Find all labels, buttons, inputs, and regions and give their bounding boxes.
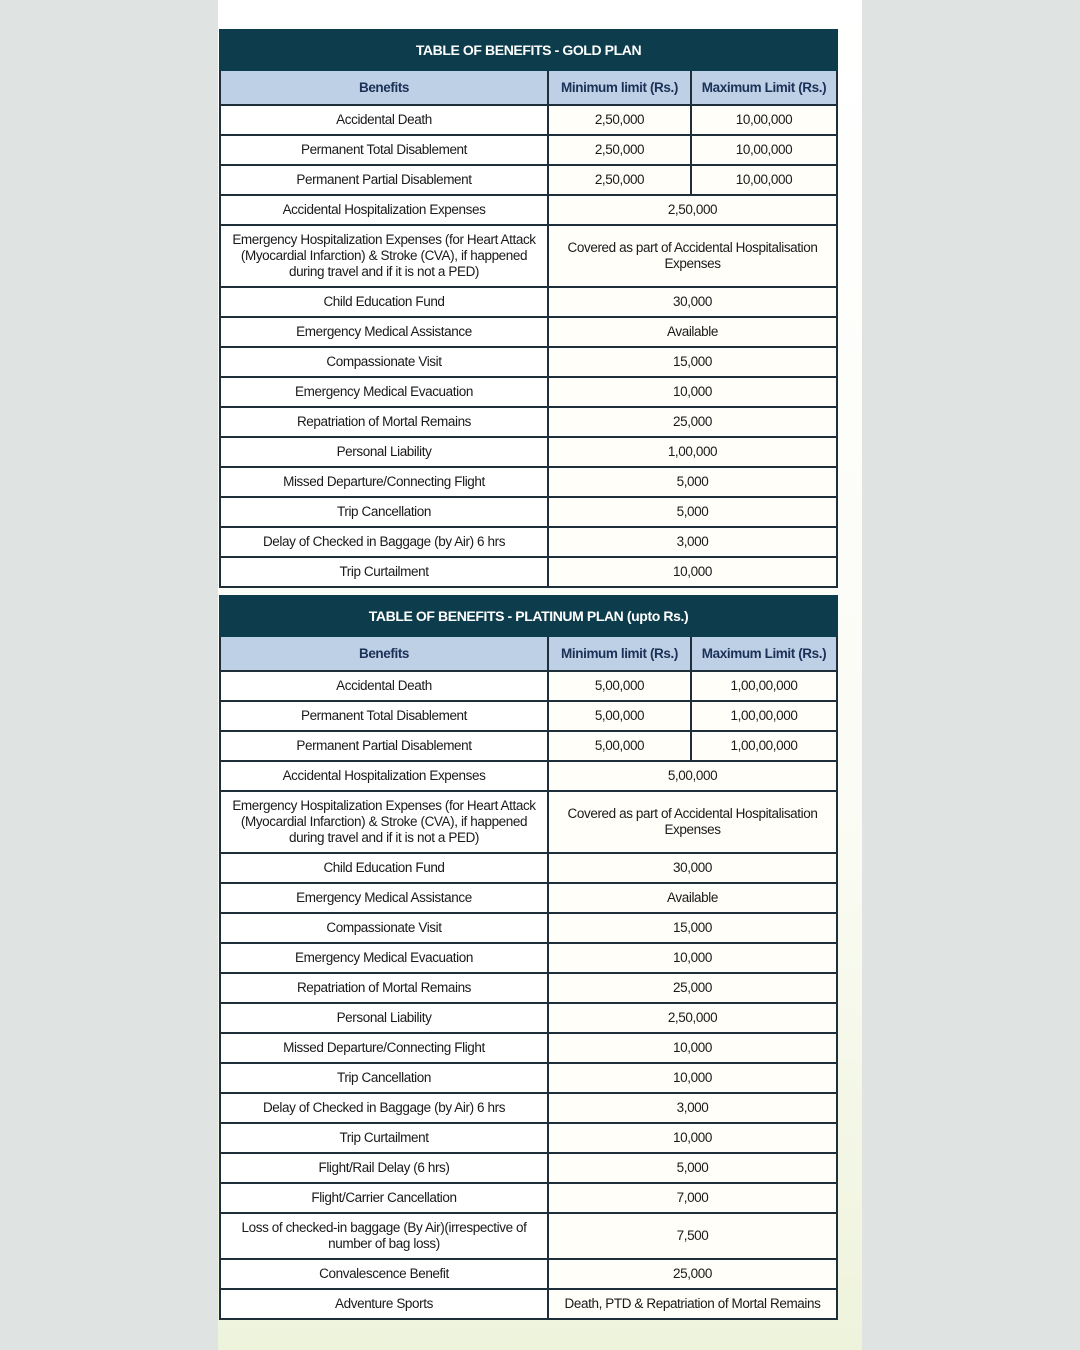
table-row: [220, 165, 837, 195]
benefit-limit-value: Covered as part of Accidental Hospitalisation Expenses: [548, 225, 837, 287]
gold-plan-rows: [220, 105, 837, 587]
benefit-limit-value: 25,000: [548, 407, 837, 437]
benefit-name: Convalescence Benefit: [220, 1259, 548, 1289]
benefit-name: Permanent Total Disablement: [220, 135, 548, 165]
table-row: [220, 437, 837, 467]
benefit-limit-value: 10,000: [548, 1033, 837, 1063]
table-row: [220, 317, 837, 347]
benefit-name: Personal Liability: [220, 1003, 548, 1033]
table-row: [220, 1033, 837, 1063]
table-row: [220, 527, 837, 557]
benefit-name: Repatriation of Mortal Remains: [220, 973, 548, 1003]
benefit-name: Emergency Medical Evacuation: [220, 377, 548, 407]
table-row: [220, 913, 837, 943]
benefit-name: Flight/Carrier Cancellation: [220, 1183, 548, 1213]
platinum-plan-rows: [220, 671, 837, 1319]
benefit-name: Delay of Checked in Baggage (by Air) 6 hrs: [220, 527, 548, 557]
benefit-limit-value: Available: [548, 317, 837, 347]
benefit-name: Delay of Checked in Baggage (by Air) 6 hrs: [220, 1093, 548, 1123]
table-row: [220, 467, 837, 497]
benefit-name: Accidental Death: [220, 105, 548, 135]
benefit-name: Loss of checked-in baggage (By Air)(irrespective of number of bag loss): [220, 1213, 548, 1259]
benefit-limit-value: 5,000: [548, 467, 837, 497]
table-row: [220, 853, 837, 883]
table-row: [220, 701, 837, 731]
benefit-name: Accidental Hospitalization Expenses: [220, 195, 548, 225]
benefit-limit-value: 7,500: [548, 1213, 837, 1259]
benefit-limit-value: 2,50,000: [548, 1003, 837, 1033]
minimum-limit-value: 5,00,000: [548, 671, 691, 701]
minimum-limit-value: 2,50,000: [548, 165, 691, 195]
benefit-limit-value: 25,000: [548, 1259, 837, 1289]
benefit-limit-value: 15,000: [548, 347, 837, 377]
table-row: [220, 135, 837, 165]
benefit-limit-value: 25,000: [548, 973, 837, 1003]
benefit-name: Accidental Death: [220, 671, 548, 701]
benefit-limit-value: 10,000: [548, 557, 837, 587]
header-benefits: Benefits: [220, 636, 548, 671]
table-row: [220, 225, 837, 287]
benefit-limit-value: 15,000: [548, 913, 837, 943]
header-maximum-limit: Maximum Limit (Rs.): [691, 636, 837, 671]
benefit-limit-value: 10,000: [548, 377, 837, 407]
benefit-name: Compassionate Visit: [220, 347, 548, 377]
gold-plan-title: TABLE OF BENEFITS - GOLD PLAN: [220, 30, 837, 70]
benefit-name: Emergency Hospitalization Expenses (for Heart Attack (Myocardial Infarction) & Stroke (CVA), if happened during travel and if it is not a PED): [220, 225, 548, 287]
header-maximum-limit: Maximum Limit (Rs.): [691, 70, 837, 105]
table-row: [220, 1093, 837, 1123]
benefit-limit-value: 1,00,000: [548, 437, 837, 467]
maximum-limit-value: 1,00,00,000: [691, 731, 837, 761]
maximum-limit-value: 10,00,000: [691, 165, 837, 195]
benefit-name: Permanent Total Disablement: [220, 701, 548, 731]
benefit-limit-value: 3,000: [548, 527, 837, 557]
benefit-name: Personal Liability: [220, 437, 548, 467]
benefit-limit-value: 10,000: [548, 1063, 837, 1093]
benefit-name: Trip Curtailment: [220, 557, 548, 587]
table-row: [220, 883, 837, 913]
benefit-limit-value: 7,000: [548, 1183, 837, 1213]
maximum-limit-value: 1,00,00,000: [691, 671, 837, 701]
benefit-name: Compassionate Visit: [220, 913, 548, 943]
table-row: [220, 1259, 837, 1289]
benefit-name: Child Education Fund: [220, 287, 548, 317]
benefit-limit-value: 10,000: [548, 1123, 837, 1153]
maximum-limit-value: 1,00,00,000: [691, 701, 837, 731]
table-row: [220, 973, 837, 1003]
table-row: [220, 287, 837, 317]
table-row: [220, 347, 837, 377]
table-row: [220, 195, 837, 225]
minimum-limit-value: 5,00,000: [548, 701, 691, 731]
table-row: [220, 1153, 837, 1183]
table-row: [220, 1123, 837, 1153]
benefit-name: Adventure Sports: [220, 1289, 548, 1319]
table-row: [220, 1183, 837, 1213]
table-row: [220, 1003, 837, 1033]
benefit-limit-value: 3,000: [548, 1093, 837, 1123]
table-row: [220, 943, 837, 973]
maximum-limit-value: 10,00,000: [691, 105, 837, 135]
benefit-name: Flight/Rail Delay (6 hrs): [220, 1153, 548, 1183]
benefit-name: Permanent Partial Disablement: [220, 731, 548, 761]
header-minimum-limit: Minimum limit (Rs.): [548, 636, 691, 671]
benefit-name: Emergency Hospitalization Expenses (for Heart Attack (Myocardial Infarction) & Stroke (CVA), if happened during travel and if it is not a PED): [220, 791, 548, 853]
header-benefits: Benefits: [220, 70, 548, 105]
benefit-name: Emergency Medical Evacuation: [220, 943, 548, 973]
benefit-name: Emergency Medical Assistance: [220, 883, 548, 913]
platinum-plan-title: TABLE OF BENEFITS - PLATINUM PLAN (upto Rs.): [220, 596, 837, 636]
table-row: [220, 497, 837, 527]
benefit-limit-value: 5,000: [548, 497, 837, 527]
platinum-plan-table: [219, 595, 838, 1320]
benefit-name: Repatriation of Mortal Remains: [220, 407, 548, 437]
benefit-limit-value: 30,000: [548, 287, 837, 317]
benefit-name: Emergency Medical Assistance: [220, 317, 548, 347]
header-minimum-limit: Minimum limit (Rs.): [548, 70, 691, 105]
table-row: [220, 731, 837, 761]
gold-plan-table: [219, 29, 838, 588]
benefit-limit-value: 5,00,000: [548, 761, 837, 791]
benefit-name: Permanent Partial Disablement: [220, 165, 548, 195]
benefit-limit-value: Death, PTD & Repatriation of Mortal Remains: [548, 1289, 837, 1319]
benefit-name: Trip Cancellation: [220, 497, 548, 527]
benefit-name: Trip Curtailment: [220, 1123, 548, 1153]
table-row: [220, 1289, 837, 1319]
table-row: [220, 377, 837, 407]
table-row: [220, 761, 837, 791]
maximum-limit-value: 10,00,000: [691, 135, 837, 165]
benefit-limit-value: 2,50,000: [548, 195, 837, 225]
benefit-name: Accidental Hospitalization Expenses: [220, 761, 548, 791]
table-row: [220, 791, 837, 853]
table-row: [220, 557, 837, 587]
benefit-limit-value: 5,000: [548, 1153, 837, 1183]
benefit-limit-value: Available: [548, 883, 837, 913]
table-row: [220, 407, 837, 437]
table-row: [220, 105, 837, 135]
minimum-limit-value: 5,00,000: [548, 731, 691, 761]
benefit-limit-value: Covered as part of Accidental Hospitalisation Expenses: [548, 791, 837, 853]
table-row: [220, 1063, 837, 1093]
table-row: [220, 1213, 837, 1259]
benefit-limit-value: 30,000: [548, 853, 837, 883]
benefit-name: Trip Cancellation: [220, 1063, 548, 1093]
benefit-limit-value: 10,000: [548, 943, 837, 973]
benefit-name: Missed Departure/Connecting Flight: [220, 1033, 548, 1063]
benefit-name: Missed Departure/Connecting Flight: [220, 467, 548, 497]
minimum-limit-value: 2,50,000: [548, 135, 691, 165]
minimum-limit-value: 2,50,000: [548, 105, 691, 135]
table-row: [220, 671, 837, 701]
benefit-name: Child Education Fund: [220, 853, 548, 883]
